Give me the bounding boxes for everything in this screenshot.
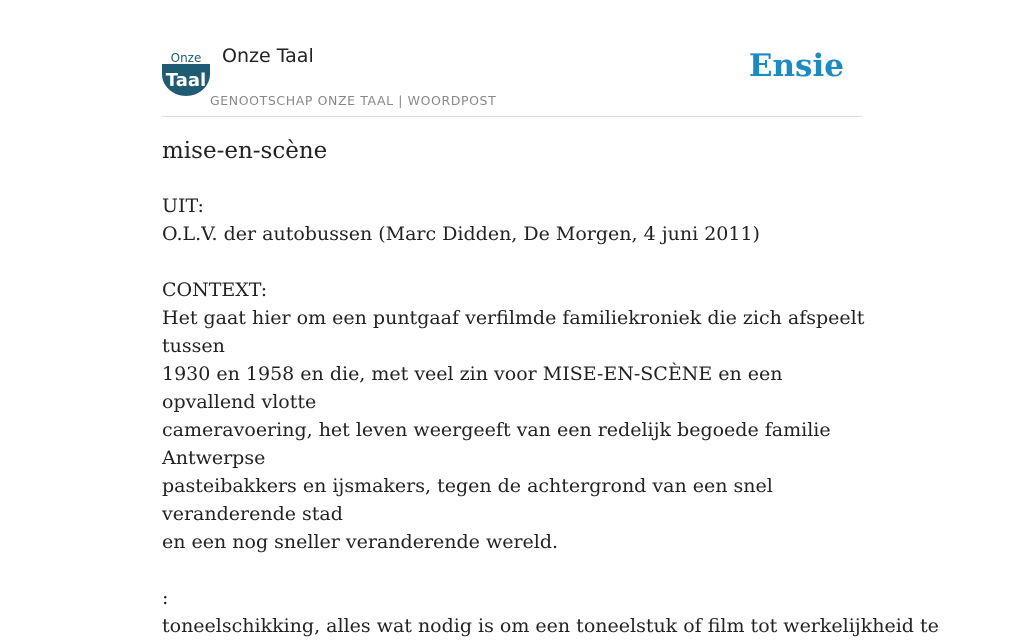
onze-taal-logo[interactable] bbox=[162, 50, 210, 96]
paragraph-gap bbox=[162, 248, 867, 276]
entry-card bbox=[162, 0, 939, 637]
context-line: en een nog sneller veranderende wereld. bbox=[162, 531, 559, 553]
source-text: O.L.V. der autobussen (Marc Didden, De Morgen, 4 juni 2011) bbox=[162, 223, 760, 245]
context-line: pasteibakkers en ijsmakers, tegen de achtergrond van een snel veranderende stad bbox=[162, 475, 773, 525]
logo-bottom-text: Taal bbox=[165, 70, 207, 91]
paragraph-gap bbox=[162, 556, 867, 584]
source-label: UIT: bbox=[162, 195, 204, 217]
context-label: CONTEXT: bbox=[162, 279, 268, 301]
entry-body bbox=[162, 192, 939, 640]
context-line: 1930 en 1958 en die, met veel zin voor MISE-EN-SCÈNE en een opvallend vlotte bbox=[162, 363, 783, 413]
context-line: Het gaat hier om een puntgaaf verfilmde familiekroniek die zich afspeelt tussen bbox=[162, 307, 865, 357]
entry-title: mise-en-scène bbox=[162, 138, 328, 164]
page-header bbox=[162, 0, 862, 117]
logo-top-text: Onze bbox=[170, 51, 202, 65]
site-subtitle: GENOOTSCHAP ONZE TAAL | WOORDPOST bbox=[210, 93, 497, 108]
site-name[interactable]: Onze Taal bbox=[222, 45, 314, 67]
definition-text: toneelschikking, alles wat nodig is om een toneelstuk of film tot werkelijkheid te bbox=[162, 615, 939, 637]
definition-label: : bbox=[162, 587, 169, 609]
context-line: cameravoering, het leven weergeeft van een redelijk begoede familie Antwerpse bbox=[162, 419, 831, 469]
ensie-brand-logo[interactable]: Ensie bbox=[748, 48, 844, 84]
